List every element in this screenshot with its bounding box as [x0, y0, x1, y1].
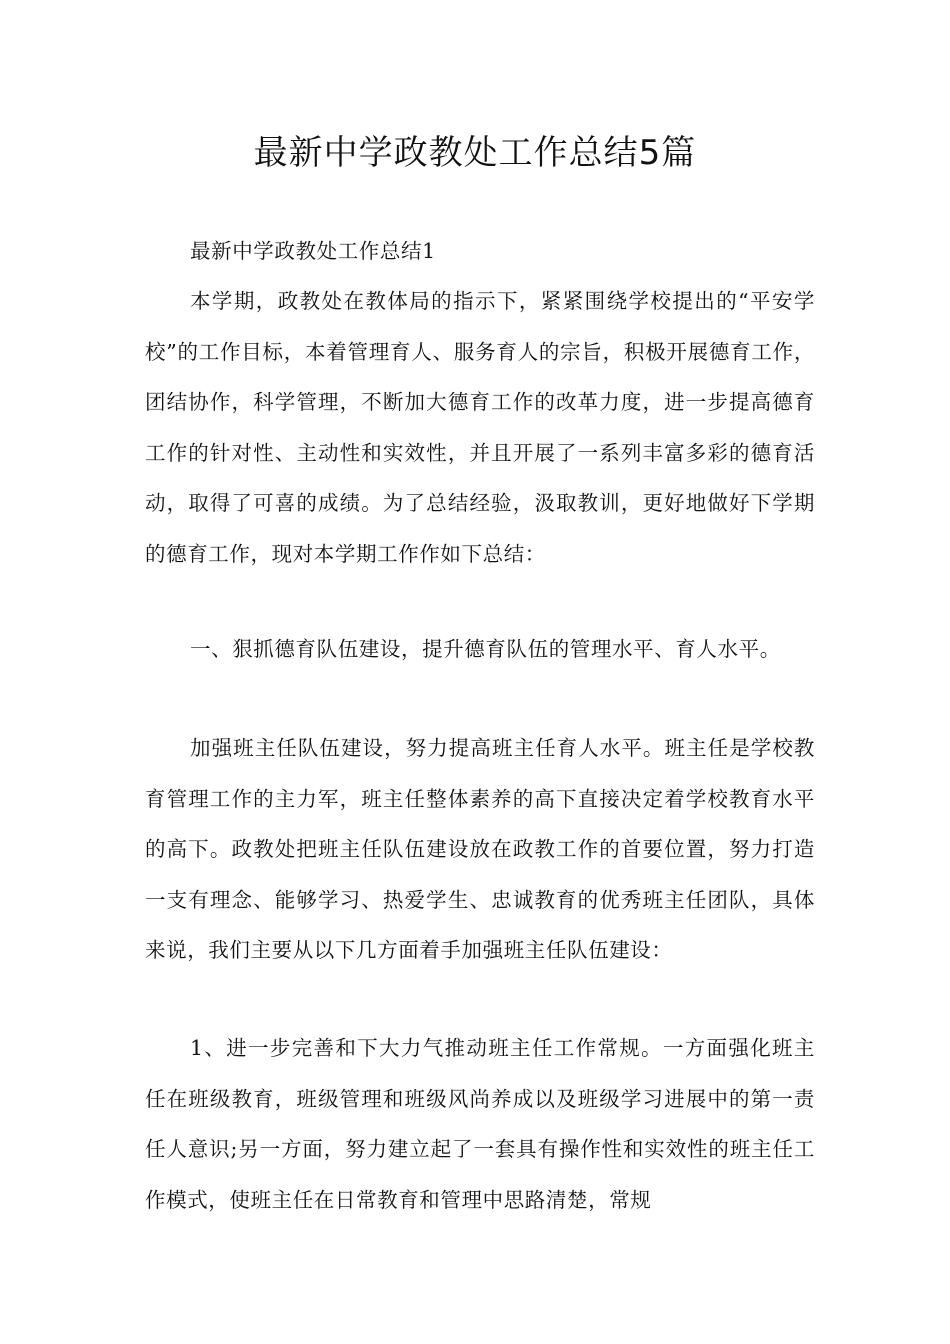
intro-paragraph: 本学期，政教处在教体局的指示下，紧紧围绕学校提出的“平安学校”的工作目标，本着管理育人、服务育人的宗旨，积极开展德育工作，团结协作，科学管理，不断加大德育工作的改革力度，进一步提高德育工作的针对性、主动性和实效性，并且开展了一系列丰富多彩的德育活动，取得了可喜的成绩。为了总结经验，汲取教训，更好地做好下学期的德育工作，现对本学期工作作如下总结： — [145, 289, 815, 566]
list-item-1: 1、进一步完善和下大力气推动班主任工作常规。一方面强化班主任在班级教育，班级管理和班级风尚养成以及班级学习进展中的第一责任人意识;另一方面，努力建立起了一套具有操作性和实效性的班主任工作模式，使班主任在日常教育和管理中思路清楚，常规 — [145, 1036, 815, 1212]
document-title: 最新中学政教处工作总结5篇 — [253, 133, 697, 173]
body-paragraph-1: 加强班主任队伍建设，努力提高班主任育人水平。班主任是学校教育管理工作的主力军，班主任整体素养的高下直接决定着学校教育水平的高下。政教处把班主任队伍建设放在政教工作的首要位置，努力打造一支有理念、能够学习、热爱学生、忠诚教育的优秀班主任团队，具体来说，我们主要从以下几方面着手加强班主任队伍建设： — [145, 736, 815, 962]
section-subtitle: 最新中学政教处工作总结1 — [190, 239, 436, 263]
section-heading-1: 一、狠抓德育队伍建设，提升德育队伍的管理水平、育人水平。 — [190, 637, 781, 661]
